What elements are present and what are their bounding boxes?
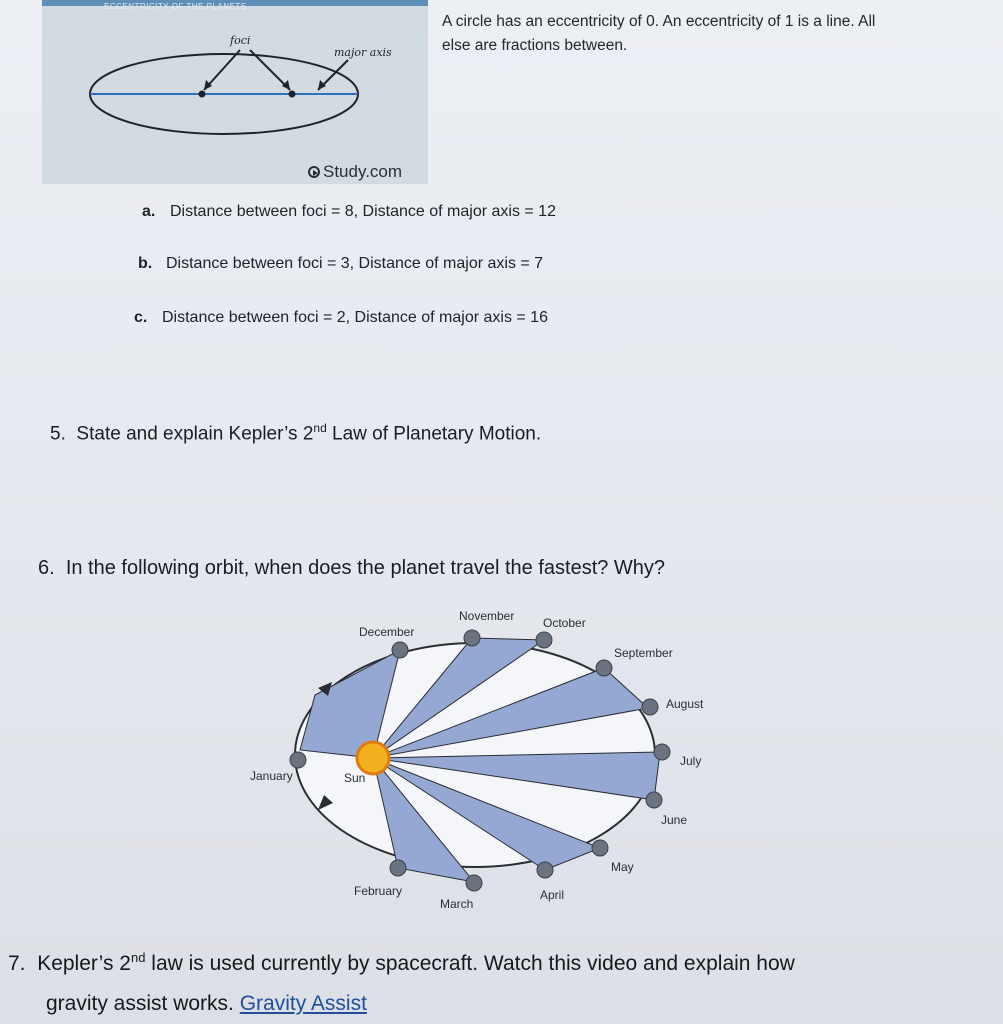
planet-january: [290, 752, 306, 768]
subquestion-label: c.: [134, 309, 148, 326]
planet-march: [466, 875, 482, 891]
planet-july: [654, 744, 670, 760]
question-number: 7.: [8, 952, 26, 975]
ellipse-diagram: [42, 6, 428, 184]
subquestion-b: [138, 255, 543, 273]
question-text: law is used currently by spacecraft. Watch this video and explain how: [145, 952, 795, 975]
question-number: 6.: [38, 557, 55, 579]
planet-december: [392, 642, 408, 658]
study-com-logo: [308, 162, 402, 182]
sun-label: Sun: [344, 771, 366, 785]
subquestion-text: Distance between foci = 8, Distance of major axis = 12: [170, 203, 556, 220]
month-label-august: August: [666, 697, 704, 711]
subquestion-text: Distance between foci = 3, Distance of major axis = 7: [166, 255, 544, 272]
planet-february: [390, 860, 406, 876]
planet-october: [536, 632, 552, 648]
question-text: State and explain Kepler’s 2: [76, 423, 314, 445]
planet-april: [537, 862, 553, 878]
question-text: gravity assist works.: [46, 992, 240, 1015]
subquestion-c: [134, 309, 548, 327]
question-text: In the following orbit, when does the planet travel the fastest? Why?: [65, 557, 666, 579]
month-label-january: January: [250, 769, 293, 783]
month-label-february: February: [354, 884, 403, 898]
planet-september: [596, 660, 612, 676]
planet-may: [592, 840, 608, 856]
gravity-assist-link[interactable]: Gravity Assist: [239, 992, 367, 1015]
eccentricity-figure: [42, 0, 428, 184]
month-label-november: November: [459, 609, 515, 623]
subquestion-label: a.: [142, 203, 156, 220]
planet-august: [642, 699, 658, 715]
focus-point: [289, 91, 296, 98]
month-label-december: December: [359, 625, 415, 639]
question-7-line-1: [8, 938, 795, 984]
month-label-september: September: [614, 646, 673, 660]
question-text: Kepler’s 2: [37, 952, 131, 975]
month-label-october: October: [543, 616, 586, 630]
subquestion-label: b.: [138, 255, 153, 272]
question-number: 5.: [50, 423, 66, 445]
question-text: Law of Planetary Motion.: [326, 423, 542, 445]
focus-point: [199, 91, 206, 98]
superscript: nd: [130, 950, 146, 965]
question-7: [8, 938, 795, 1024]
month-label-may: May: [611, 860, 634, 874]
month-label-march: March: [440, 897, 474, 911]
month-label-july: July: [680, 754, 702, 768]
subquestion-text: Distance between foci = 2, Distance of major axis = 16: [162, 309, 548, 326]
sun-icon: [357, 742, 389, 774]
month-label-june: June: [661, 813, 688, 827]
orbit-diagram: [240, 600, 740, 920]
question-7-line-2: [8, 984, 795, 1024]
study-com-text: Study.com: [323, 162, 403, 181]
play-circle-icon: [308, 166, 320, 178]
eccentricity-note: A circle has an eccentricity of 0. An eccentricity of 1 is a line. All else are fractions between.: [442, 13, 876, 54]
question-6: [38, 557, 665, 580]
subquestion-a: [142, 203, 556, 221]
foci-label: foci: [230, 34, 251, 47]
planet-november: [464, 630, 480, 646]
figure-header: ECCENTRICITY OF THE PLANETS: [104, 2, 247, 11]
major-axis-label: major axis: [334, 46, 392, 59]
planet-june: [646, 792, 662, 808]
superscript: nd: [313, 421, 327, 435]
question-5: [50, 421, 541, 445]
month-label-april: April: [540, 888, 565, 902]
